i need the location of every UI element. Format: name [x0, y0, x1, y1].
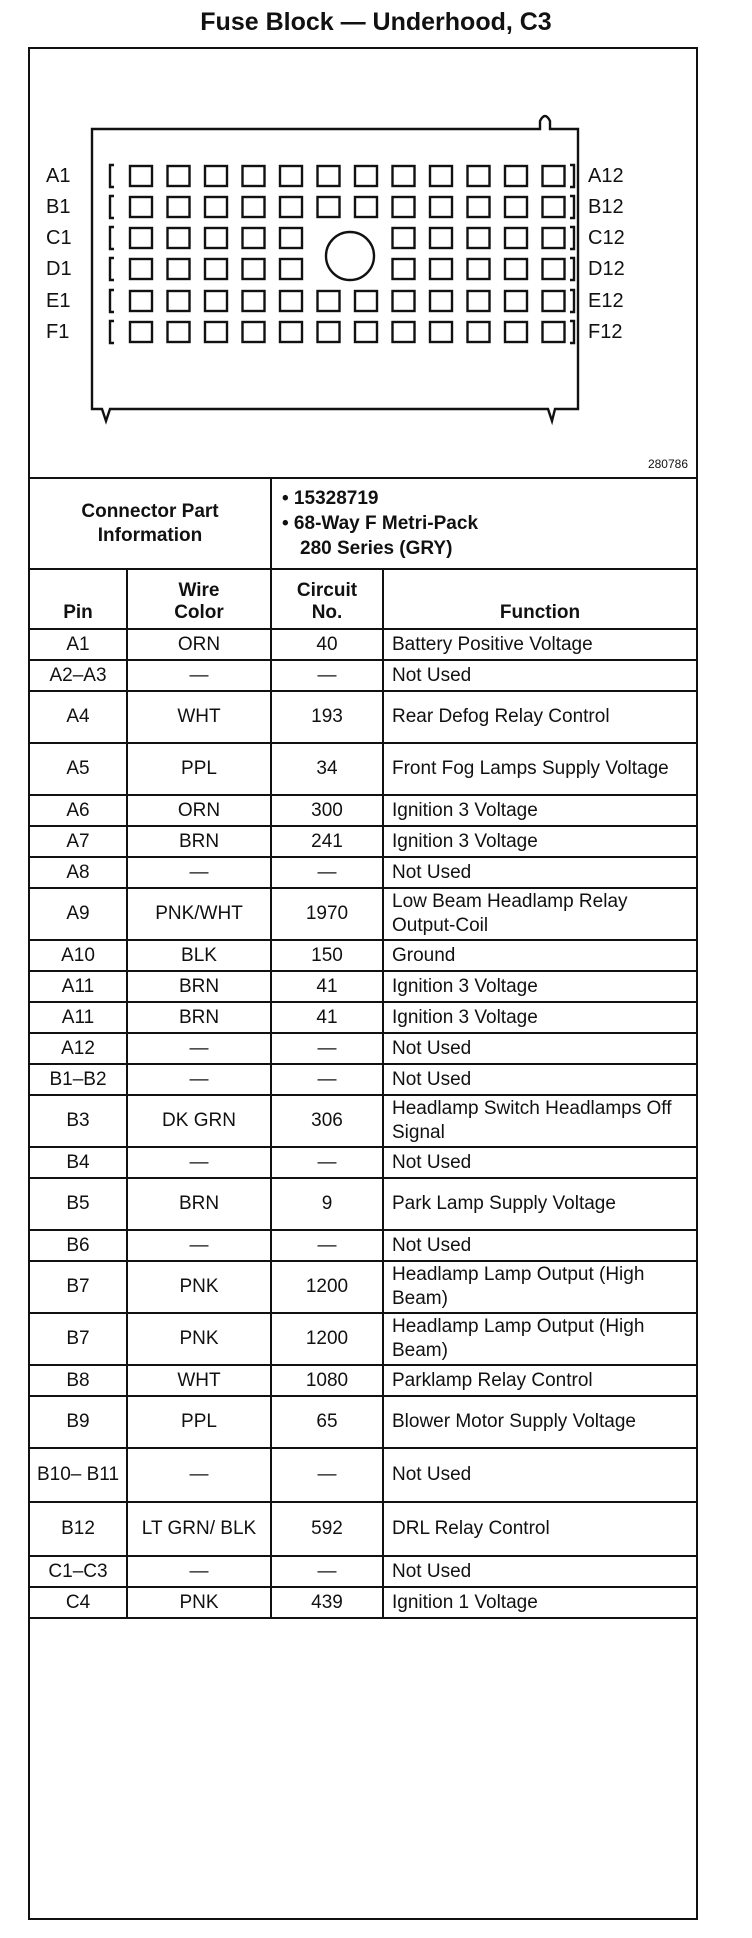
- pin-cell: B12: [30, 1502, 127, 1556]
- pin-cavity: [430, 166, 452, 186]
- pin-cavity: [505, 228, 527, 248]
- pin-cavity: [355, 322, 377, 342]
- connector-series: 280 Series (GRY): [300, 538, 453, 559]
- function-cell: Not Used: [383, 1556, 696, 1587]
- pin-cavity: [205, 291, 227, 311]
- pin-cavity: [168, 197, 190, 217]
- wire-color-cell: BRN: [127, 1002, 271, 1033]
- pin-cell: A6: [30, 795, 127, 826]
- left-latch-mark: [110, 258, 114, 280]
- connector-info-row: [30, 479, 696, 569]
- pin-cavity: [243, 322, 265, 342]
- wire-color-cell: PNK: [127, 1313, 271, 1365]
- pin-cavity: [505, 291, 527, 311]
- function-cell: Not Used: [383, 1147, 696, 1178]
- function-cell: Blower Motor Supply Voltage: [383, 1396, 696, 1448]
- wire-color-cell: —: [127, 1147, 271, 1178]
- pin-cavity: [168, 259, 190, 279]
- pin-cavity: [205, 166, 227, 186]
- circuit-cell: —: [271, 1448, 383, 1502]
- pin-cavity: [393, 197, 415, 217]
- pin-cavity: [168, 291, 190, 311]
- wire-color-cell: —: [127, 857, 271, 888]
- circuit-cell: 592: [271, 1502, 383, 1556]
- row-label-left: F1: [46, 321, 70, 343]
- table-row: [30, 795, 696, 826]
- table-row: [30, 1095, 696, 1147]
- pin-cell: A5: [30, 743, 127, 795]
- circuit-cell: 439: [271, 1587, 383, 1618]
- wire-color-cell: LT GRN/ BLK: [127, 1502, 271, 1556]
- table-row: [30, 691, 696, 743]
- wire-color-cell: —: [127, 1064, 271, 1095]
- table-row: [30, 1396, 696, 1448]
- row-label-right: E12: [588, 290, 624, 312]
- pin-cell: A12: [30, 1033, 127, 1064]
- function-cell: Parklamp Relay Control: [383, 1365, 696, 1396]
- pin-cell: A11: [30, 971, 127, 1002]
- pin-cavity: [543, 322, 565, 342]
- pin-cell: B4: [30, 1147, 127, 1178]
- pin-cavity: [168, 228, 190, 248]
- circuit-cell: 1080: [271, 1365, 383, 1396]
- circuit-cell: —: [271, 1064, 383, 1095]
- table-row: [30, 1147, 696, 1178]
- pin-cell: C4: [30, 1587, 127, 1618]
- circuit-cell: 65: [271, 1396, 383, 1448]
- pin-cavity: [168, 166, 190, 186]
- pin-cavity: [205, 322, 227, 342]
- function-cell: Ignition 3 Voltage: [383, 826, 696, 857]
- pin-cavity: [430, 291, 452, 311]
- pin-cavity: [318, 166, 340, 186]
- pin-cell: A4: [30, 691, 127, 743]
- function-cell: Ignition 3 Voltage: [383, 795, 696, 826]
- circuit-cell: 193: [271, 691, 383, 743]
- table-row: [30, 660, 696, 691]
- table-row: [30, 1064, 696, 1095]
- row-label-right: F12: [588, 321, 623, 343]
- right-latch-mark: [570, 258, 574, 280]
- wire-color-cell: DK GRN: [127, 1095, 271, 1147]
- table-row: [30, 940, 696, 971]
- wire-color-header: Wire Color: [127, 569, 271, 629]
- right-latch-mark: [570, 321, 574, 343]
- function-cell: Front Fog Lamps Supply Voltage: [383, 743, 696, 795]
- function-header: Function: [383, 569, 696, 629]
- circuit-cell: 1970: [271, 888, 383, 940]
- connector-info-values: [271, 479, 696, 569]
- circuit-cell: 300: [271, 795, 383, 826]
- function-cell: Ignition 1 Voltage: [383, 1587, 696, 1618]
- function-cell: Headlamp Lamp Output (High Beam): [383, 1313, 696, 1365]
- function-cell: Ignition 3 Voltage: [383, 1002, 696, 1033]
- wire-color-cell: ORN: [127, 795, 271, 826]
- circuit-cell: 150: [271, 940, 383, 971]
- function-cell: Not Used: [383, 1230, 696, 1261]
- pin-cell: A11: [30, 1002, 127, 1033]
- pin-cavity: [393, 322, 415, 342]
- function-cell: DRL Relay Control: [383, 1502, 696, 1556]
- pin-cell: C1–C3: [30, 1556, 127, 1587]
- pin-cavity: [168, 322, 190, 342]
- pin-cavity: [205, 259, 227, 279]
- row-label-right: B12: [588, 196, 624, 218]
- wire-color-cell: BRN: [127, 826, 271, 857]
- row-label-left: D1: [46, 258, 72, 280]
- table-row: [30, 857, 696, 888]
- pin-header: Pin: [30, 569, 127, 629]
- pin-cell: A7: [30, 826, 127, 857]
- pin-cavity: [468, 259, 490, 279]
- pin-cell: A10: [30, 940, 127, 971]
- wire-color-cell: PNK/WHT: [127, 888, 271, 940]
- row-label-right: A12: [588, 165, 624, 187]
- wire-color-cell: WHT: [127, 1365, 271, 1396]
- row-label-left: E1: [46, 290, 71, 312]
- center-key-circle: [326, 232, 374, 280]
- table-row: [30, 1556, 696, 1587]
- circuit-cell: —: [271, 1147, 383, 1178]
- pin-cavity: [543, 259, 565, 279]
- row-label-right: C12: [588, 227, 625, 249]
- function-cell: Not Used: [383, 1448, 696, 1502]
- pin-cavity: [468, 197, 490, 217]
- pin-cavity: [280, 322, 302, 342]
- pin-cell: A9: [30, 888, 127, 940]
- circuit-cell: —: [271, 1230, 383, 1261]
- pin-cavity: [243, 259, 265, 279]
- pin-cavity: [355, 197, 377, 217]
- pin-cavity: [280, 197, 302, 217]
- pin-cell: B7: [30, 1261, 127, 1313]
- circuit-no-header: Circuit No.: [271, 569, 383, 629]
- function-cell: Park Lamp Supply Voltage: [383, 1178, 696, 1230]
- circuit-cell: 1200: [271, 1261, 383, 1313]
- pin-cavity: [280, 228, 302, 248]
- function-cell: Battery Positive Voltage: [383, 629, 696, 660]
- pin-cavity: [505, 259, 527, 279]
- circuit-cell: 41: [271, 971, 383, 1002]
- pin-cell: B7: [30, 1313, 127, 1365]
- pin-cavity: [543, 166, 565, 186]
- table-row: [30, 971, 696, 1002]
- circuit-cell: —: [271, 1556, 383, 1587]
- pin-cavity: [205, 197, 227, 217]
- function-cell: Headlamp Switch Headlamps Off Signal: [383, 1095, 696, 1147]
- table-row: [30, 1033, 696, 1064]
- pin-cavity: [205, 228, 227, 248]
- pin-cavity: [130, 259, 152, 279]
- left-latch-mark: [110, 290, 114, 312]
- table-row: [30, 1230, 696, 1261]
- row-label-left: A1: [46, 165, 71, 187]
- pin-cavity: [130, 322, 152, 342]
- right-latch-mark: [570, 165, 574, 187]
- table-row: [30, 1448, 696, 1502]
- pin-cavity: [393, 291, 415, 311]
- wire-color-cell: BLK: [127, 940, 271, 971]
- circuit-cell: 41: [271, 1002, 383, 1033]
- left-latch-mark: [110, 321, 114, 343]
- pin-cavity: [318, 291, 340, 311]
- table-row: [30, 1502, 696, 1556]
- pin-cell: B10– B11: [30, 1448, 127, 1502]
- part-number: • 15328719: [282, 488, 379, 509]
- pin-cavity: [468, 166, 490, 186]
- page-title: Fuse Block — Underhood, C3: [200, 8, 552, 36]
- pin-cavity: [130, 228, 152, 248]
- wire-color-cell: —: [127, 1033, 271, 1064]
- table-row: [30, 629, 696, 660]
- circuit-cell: 34: [271, 743, 383, 795]
- circuit-cell: 241: [271, 826, 383, 857]
- right-latch-mark: [570, 196, 574, 218]
- connector-sheet: [28, 47, 698, 1920]
- pin-cavity: [468, 228, 490, 248]
- pin-cavity: [130, 291, 152, 311]
- function-cell: Not Used: [383, 1033, 696, 1064]
- pin-cell: A1: [30, 629, 127, 660]
- wire-color-cell: ORN: [127, 629, 271, 660]
- pin-cavity: [280, 166, 302, 186]
- pin-cell: B5: [30, 1178, 127, 1230]
- wire-color-cell: —: [127, 1556, 271, 1587]
- pin-cavity: [430, 197, 452, 217]
- right-latch-mark: [570, 290, 574, 312]
- pin-cavity: [355, 291, 377, 311]
- pin-cavity: [243, 228, 265, 248]
- connector-description: • 68-Way F Metri-Pack: [282, 513, 479, 534]
- pin-cell: B3: [30, 1095, 127, 1147]
- row-label-left: C1: [46, 227, 72, 249]
- wire-color-cell: PPL: [127, 1396, 271, 1448]
- table-row: [30, 1365, 696, 1396]
- right-latch-mark: [570, 227, 574, 249]
- circuit-cell: —: [271, 857, 383, 888]
- wire-color-cell: PNK: [127, 1261, 271, 1313]
- table-row: [30, 1313, 696, 1365]
- function-cell: Ground: [383, 940, 696, 971]
- pinout-table: [30, 479, 696, 1619]
- pin-cavity: [505, 197, 527, 217]
- pin-cell: B9: [30, 1396, 127, 1448]
- pin-cell: A2–A3: [30, 660, 127, 691]
- wire-color-cell: —: [127, 660, 271, 691]
- left-latch-mark: [110, 165, 114, 187]
- circuit-cell: —: [271, 1033, 383, 1064]
- circuit-cell: 40: [271, 629, 383, 660]
- wire-color-cell: BRN: [127, 1178, 271, 1230]
- pin-cavity: [355, 166, 377, 186]
- pin-cavity: [430, 259, 452, 279]
- wire-color-cell: —: [127, 1230, 271, 1261]
- circuit-cell: 306: [271, 1095, 383, 1147]
- pin-cavity: [468, 291, 490, 311]
- circuit-cell: —: [271, 660, 383, 691]
- pin-cavity: [505, 322, 527, 342]
- pin-cavity: [280, 259, 302, 279]
- pin-cavity: [505, 166, 527, 186]
- pin-cavity: [130, 197, 152, 217]
- function-cell: Ignition 3 Voltage: [383, 971, 696, 1002]
- pin-cavity: [393, 228, 415, 248]
- function-cell: Not Used: [383, 660, 696, 691]
- pin-cavity: [243, 197, 265, 217]
- connector-diagram: [30, 49, 696, 479]
- wire-color-cell: PPL: [127, 743, 271, 795]
- pin-cavity: [430, 322, 452, 342]
- pin-cell: B1–B2: [30, 1064, 127, 1095]
- table-row: [30, 743, 696, 795]
- pin-cavity: [543, 197, 565, 217]
- pin-cavity: [430, 228, 452, 248]
- function-cell: Rear Defog Relay Control: [383, 691, 696, 743]
- connector-info-label: Connector Part Information: [30, 479, 271, 569]
- pin-cavity: [243, 291, 265, 311]
- pin-cavity: [130, 166, 152, 186]
- figure-id: 280786: [647, 457, 688, 471]
- table-row: [30, 1002, 696, 1033]
- function-cell: Headlamp Lamp Output (High Beam): [383, 1261, 696, 1313]
- pin-cavity: [318, 197, 340, 217]
- left-latch-mark: [110, 196, 114, 218]
- wire-color-cell: WHT: [127, 691, 271, 743]
- pin-cell: A8: [30, 857, 127, 888]
- left-latch-mark: [110, 227, 114, 249]
- header-row: [30, 569, 696, 629]
- wire-color-cell: BRN: [127, 971, 271, 1002]
- pin-cavity: [280, 291, 302, 311]
- row-label-left: B1: [46, 196, 71, 218]
- pin-cell: B8: [30, 1365, 127, 1396]
- pin-cavity: [468, 322, 490, 342]
- pin-cavity: [543, 228, 565, 248]
- table-row: [30, 1261, 696, 1313]
- table-row: [30, 826, 696, 857]
- function-cell: Low Beam Headlamp Relay Output-Coil: [383, 888, 696, 940]
- wire-color-cell: —: [127, 1448, 271, 1502]
- table-row: [30, 1587, 696, 1618]
- pin-cavity: [543, 291, 565, 311]
- circuit-cell: 1200: [271, 1313, 383, 1365]
- pin-cavity: [318, 322, 340, 342]
- pin-cavity: [243, 166, 265, 186]
- circuit-cell: 9: [271, 1178, 383, 1230]
- row-label-right: D12: [588, 258, 625, 280]
- table-row: [30, 888, 696, 940]
- wire-color-cell: PNK: [127, 1587, 271, 1618]
- function-cell: Not Used: [383, 857, 696, 888]
- pin-cavity: [393, 166, 415, 186]
- function-cell: Not Used: [383, 1064, 696, 1095]
- pin-cell: B6: [30, 1230, 127, 1261]
- table-row: [30, 1178, 696, 1230]
- pin-cavity: [393, 259, 415, 279]
